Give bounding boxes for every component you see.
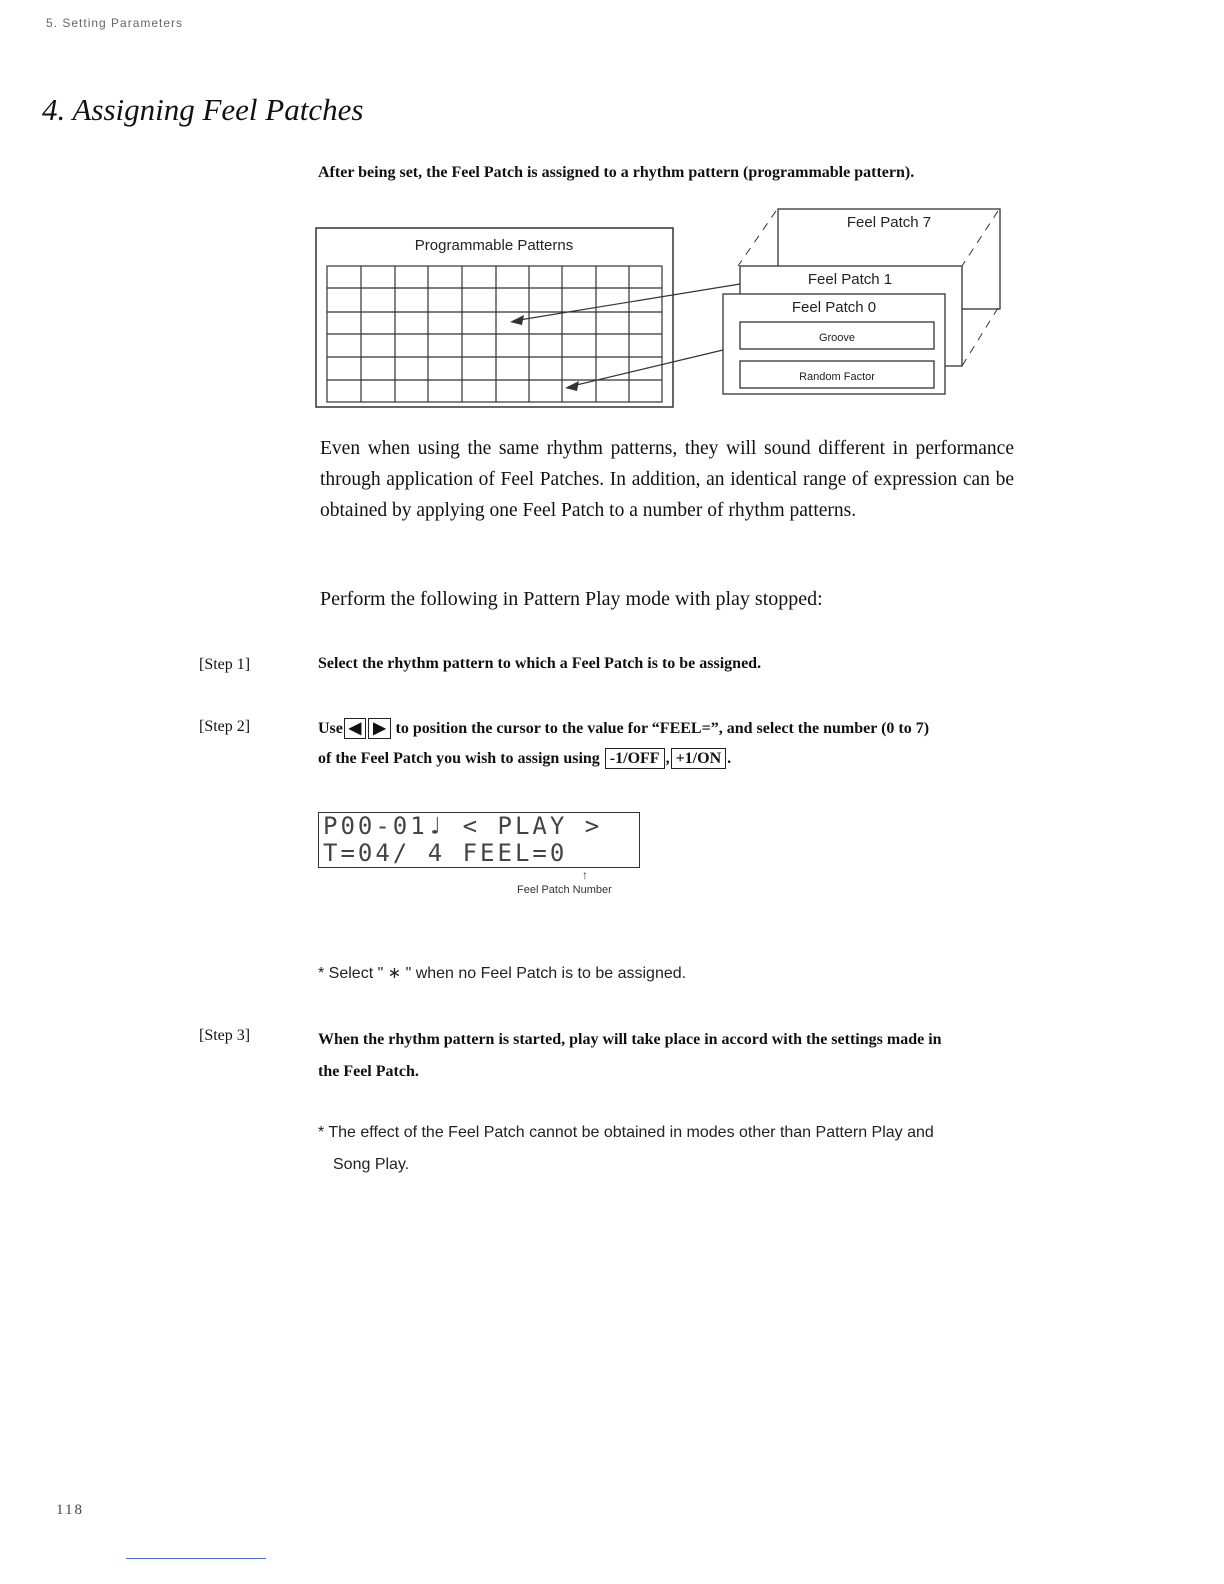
step-2-use: Use bbox=[318, 720, 343, 737]
note-2-line-a: * The effect of the Feel Patch cannot be obtained in modes other than Pattern Play and bbox=[318, 1124, 934, 1141]
note-no-feel-patch: * Select " ∗ " when no Feel Patch is to be assigned. bbox=[318, 965, 687, 982]
lcd-line-2: T=04/ 4 FEEL=0 bbox=[323, 839, 568, 867]
groove-label: Groove bbox=[818, 332, 856, 344]
intro-text: After being set, the Feel Patch is assigned to a rhythm pattern (programmable pattern). bbox=[318, 164, 915, 181]
feel-patch-7-label: Feel Patch 7 bbox=[846, 214, 932, 231]
feel-patch-1-label: Feel Patch 1 bbox=[807, 271, 893, 288]
step-3-label: [Step 3] bbox=[199, 1027, 251, 1044]
step-3-text-b: the Feel Patch. bbox=[318, 1063, 419, 1080]
minus-off-key: -1/OFF bbox=[605, 748, 665, 769]
running-head: 5. Setting Parameters bbox=[46, 16, 184, 30]
step-3-text bbox=[318, 1024, 1018, 1088]
arrow-head-2 bbox=[565, 381, 579, 391]
patterns-label: Programmable Patterns bbox=[414, 237, 574, 254]
page-title: 4. Assigning Feel Patches bbox=[42, 92, 364, 127]
step-2-label: [Step 2] bbox=[199, 718, 251, 735]
explanation-paragraph: Even when using the same rhythm patterns, they will sound different in performance through application of Feel Patches. In addition, an identical range of expression can be obtained by applying one Feel Patch to a number of rhythm patterns. bbox=[320, 438, 1014, 521]
page-number: 118 bbox=[56, 1502, 84, 1518]
feel-patch-diagram bbox=[300, 200, 1020, 415]
arrow-head-1 bbox=[510, 315, 524, 325]
pattern-grid bbox=[327, 266, 662, 402]
step-2-text bbox=[318, 714, 1018, 774]
cursor-left-key: ◀ bbox=[344, 718, 366, 739]
step-3-text-a: When the rhythm pattern is started, play will take place in accord with the settings made in bbox=[318, 1031, 942, 1048]
note-2-line-b: Song Play. bbox=[333, 1156, 410, 1173]
step-1-text: Select the rhythm pattern to which a Feel Patch is to be assigned. bbox=[318, 655, 762, 672]
random-factor-label: Random Factor bbox=[799, 371, 875, 383]
feel-patch-0-label: Feel Patch 0 bbox=[791, 299, 877, 316]
lcd-line-1: P00-01♩ < PLAY > bbox=[323, 812, 603, 840]
assignment-arrows bbox=[513, 284, 740, 387]
step-2-text-a: to position the cursor to the value for “FEEL=”, and select the number (0 to 7) bbox=[395, 720, 930, 737]
note-mode-limitation bbox=[318, 1117, 1018, 1181]
perform-instruction: Perform the following in Pattern Play mode with play stopped: bbox=[320, 588, 823, 610]
pointer-arrow-icon: ↑ bbox=[582, 868, 588, 882]
step-2-text-b: of the Feel Patch you wish to assign using bbox=[318, 750, 600, 767]
step-2-period: . bbox=[727, 750, 732, 767]
plus-on-key: +1/ON bbox=[671, 748, 727, 769]
step-2-comma: , bbox=[665, 750, 670, 767]
footer-rule bbox=[126, 1558, 266, 1559]
cursor-right-key: ▶ bbox=[368, 718, 390, 739]
step-1-label: [Step 1] bbox=[199, 656, 251, 673]
lcd-display bbox=[318, 812, 640, 868]
lcd-caption: Feel Patch Number bbox=[517, 884, 612, 896]
